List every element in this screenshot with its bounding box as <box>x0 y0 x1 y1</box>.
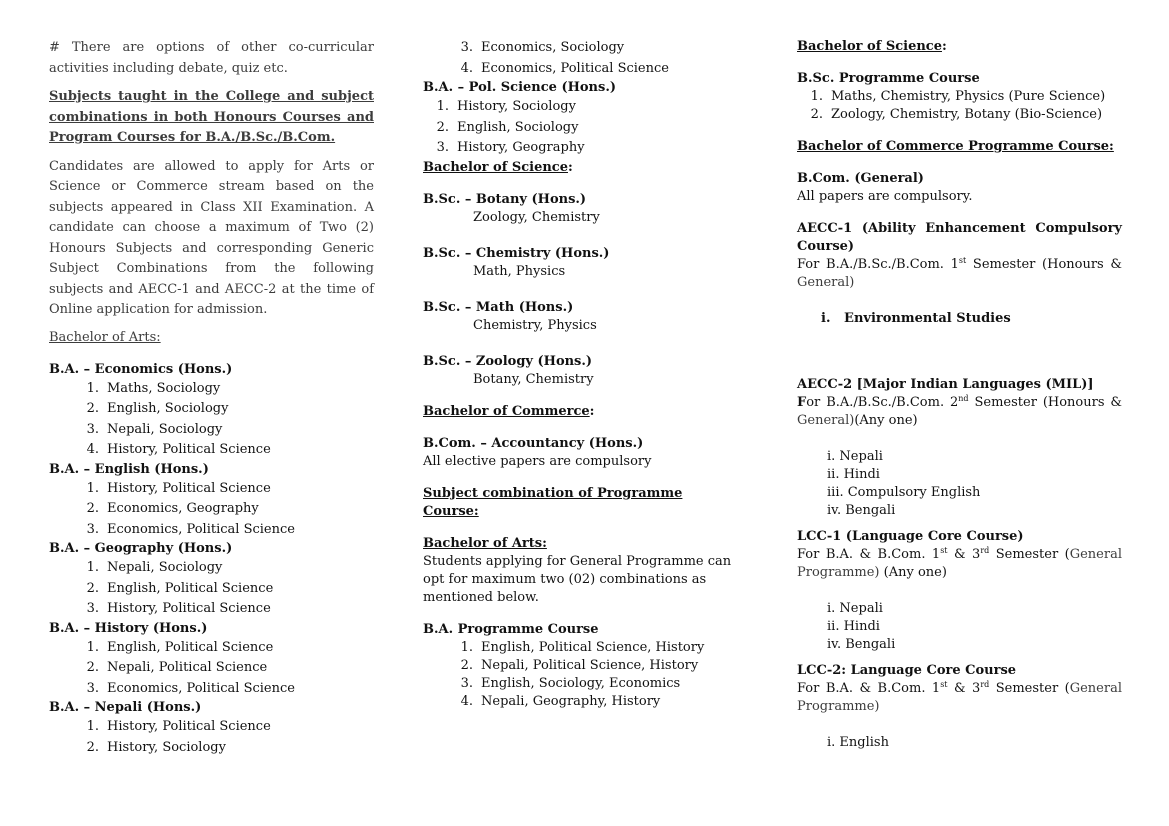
list-item-text: Nepali, Geography, History <box>481 693 661 709</box>
general-programme-paragraph: Students applying for General Programme can opt for maximum two (02) combinations as mentioned below. <box>423 553 732 605</box>
programme-bachelor-of-arts-heading: Bachelor of Arts: <box>423 535 547 551</box>
list-item-number: 3. <box>86 601 99 616</box>
list-item <box>799 88 1122 106</box>
list-item <box>449 639 733 657</box>
list-item-number: 2. <box>810 107 823 122</box>
bcom-general-title: B.Com. (General) <box>797 171 924 186</box>
list-item-number: 1. <box>810 89 823 104</box>
list-item <box>75 520 374 541</box>
list-item-text: English, Sociology, Economics <box>481 675 681 691</box>
language-item: iv. Bengali <box>827 503 896 518</box>
co-curricular-note: # There are options of other co-curricular activities including debate, quiz etc. <box>49 40 374 76</box>
list-item-text: Nepali, Political Science <box>107 660 268 675</box>
honours-course-title: B.A. – English (Hons.) <box>49 461 209 477</box>
list-item-number: 3. <box>436 140 449 155</box>
list-item-number: 4. <box>86 442 99 457</box>
list-item <box>75 638 374 659</box>
list-item-text: Economics, Political Science <box>107 521 295 537</box>
honours-course-list <box>49 361 374 759</box>
list-item-text: Nepali, Political Science, History <box>481 657 699 673</box>
list-item-number: 2. <box>436 119 449 135</box>
list-item-number: 1. <box>86 719 99 734</box>
language-item: i. Nepali <box>827 449 883 464</box>
list-item <box>425 138 733 159</box>
programme-combination-heading: Subject combination of Programme Course: <box>423 485 683 519</box>
botany-combination: Zoology, Chemistry <box>473 209 600 225</box>
aecc1-item-environmental-studies: i. Environmental Studies <box>821 311 1011 326</box>
list-item <box>449 38 733 59</box>
list-item <box>75 738 374 759</box>
lcc2-language-list <box>797 734 1122 752</box>
list-item-text: History, Political Science <box>107 719 271 734</box>
aecc2-description: For B.A./B.Sc./B.Com. 2nd Semester (Honours & General)(Any one) <box>797 394 1123 428</box>
list-item <box>425 118 733 139</box>
zoology-hons-title: B.Sc. – Zoology (Hons.) <box>423 353 593 369</box>
list-item-number: 2. <box>460 657 473 673</box>
honours-combination-list <box>49 379 374 461</box>
list-item-text: English, Political Science, History <box>481 639 705 655</box>
list-item-text: Economics, Sociology <box>481 40 625 55</box>
list-item-text: Nepali, Sociology <box>107 421 223 437</box>
list-item-text: History, Political Science <box>107 442 271 457</box>
accountancy-hons-title: B.Com. – Accountancy (Hons.) <box>423 435 644 451</box>
list-item-number: 2. <box>86 501 99 516</box>
list-item-text: English, Political Science <box>107 639 274 655</box>
honours-combination-list <box>49 638 374 700</box>
list-item-text: Zoology, Chemistry, Botany (Bio-Science) <box>831 107 1103 122</box>
math-combination: Chemistry, Physics <box>473 317 597 333</box>
list-item <box>449 657 733 675</box>
list-item <box>449 675 733 693</box>
honours-course-title: B.A. – Economics (Hons.) <box>49 361 233 377</box>
list-item <box>75 579 374 600</box>
list-item-number: 4. <box>460 60 473 76</box>
list-item <box>75 499 374 520</box>
honours-combination-list <box>49 479 374 541</box>
list-item-text: English, Sociology <box>457 119 579 135</box>
list-item-number: 3. <box>86 680 99 696</box>
math-hons-title: B.Sc. – Math (Hons.) <box>423 299 574 315</box>
list-item-text: Nepali, Sociology <box>107 560 223 575</box>
bachelor-of-commerce-heading: Bachelor of Commerce: <box>423 403 595 419</box>
list-item-text: Economics, Geography <box>107 501 259 516</box>
list-item-text: Economics, Political Science <box>107 680 295 696</box>
list-item-text: History, Sociology <box>457 99 576 114</box>
list-item-number: 2. <box>86 580 99 596</box>
list-item <box>799 106 1122 124</box>
subjects-heading: Subjects taught in the College and subject combinations in both Honours Courses and Program Courses for B.A./B.Sc./B.Com. <box>49 89 374 145</box>
list-item <box>449 693 733 711</box>
list-item-number: 3. <box>86 421 99 437</box>
bsc-programme-course-title: B.Sc. Programme Course <box>797 71 980 86</box>
bcom-general-note: All papers are compulsory. <box>797 189 973 204</box>
list-item-text: History, Political Science <box>107 601 271 616</box>
list-item-text: English, Sociology <box>107 401 229 416</box>
language-item: ii. Hindi <box>827 619 880 634</box>
list-item-number: 2. <box>86 401 99 416</box>
list-item <box>75 679 374 700</box>
list-item <box>75 440 374 461</box>
aecc1-description: For B.A./B.Sc./B.Com. 1st Semester (Honours & General) <box>797 256 1122 290</box>
accountancy-note: All elective papers are compulsory <box>423 453 652 469</box>
honours-combination-list <box>49 558 374 620</box>
candidates-paragraph: Candidates are allowed to apply for Arts or Science or Commerce stream based on the subjects appeared in Class XII Examination. A candidate can choose a maximum of Two (2) Honours Subjects and corresponding Generic Subject Combinations from the following subjects and AECC-1 and AECC-2 at the time of Online application for admission. <box>49 158 374 317</box>
language-item: i. English <box>827 735 889 750</box>
language-item: ii. Hindi <box>827 467 880 482</box>
honours-course-title: B.A. – Nepali (Hons.) <box>49 700 202 715</box>
list-item-number: 1. <box>436 99 449 114</box>
aecc2-title: AECC-2 [Major Indian Languages (MIL)] <box>797 377 1094 392</box>
list-item-text: Maths, Chemistry, Physics (Pure Science) <box>831 89 1106 104</box>
bsc-programme-combination-list <box>797 88 1122 124</box>
column-right <box>797 38 1122 752</box>
chemistry-hons-title: B.Sc. – Chemistry (Hons.) <box>423 245 610 261</box>
list-item-number: 1. <box>460 639 473 655</box>
list-item-text: Maths, Sociology <box>107 380 221 396</box>
list-item <box>75 420 374 441</box>
commerce-programme-heading: Bachelor of Commerce Programme Course: <box>797 139 1114 154</box>
ba-programme-combination-list <box>423 639 733 711</box>
list-item <box>75 379 374 400</box>
lcc2-description: For B.A. & B.Com. 1st & 3rd Semester (General Programme) <box>797 680 1122 714</box>
list-item-number: 2. <box>86 739 99 755</box>
list-item <box>75 717 374 738</box>
lcc2-title: LCC-2: Language Core Course <box>797 663 1017 678</box>
aecc1-title: AECC-1 (Ability Enhancement Compulsory Course) <box>797 221 1122 254</box>
bachelor-of-science-heading: Bachelor of Science: <box>423 159 573 175</box>
honours-course-title: B.A. – Geography (Hons.) <box>49 541 233 556</box>
economics-combination-list-continued <box>423 38 733 79</box>
list-item-number: 1. <box>86 380 99 396</box>
language-item: iii. Compulsory English <box>827 485 981 500</box>
list-item-number: 4. <box>460 693 473 709</box>
lcc1-description: For B.A. & B.Com. 1st & 3rd Semester (General Programme) (Any one) <box>797 546 1122 580</box>
list-item <box>75 558 374 579</box>
list-item <box>75 599 374 620</box>
bachelor-of-arts-heading: Bachelor of Arts: <box>49 329 161 345</box>
lcc1-language-list <box>797 600 1122 654</box>
column-left <box>49 38 374 758</box>
chemistry-combination: Math, Physics <box>473 263 566 279</box>
list-item-number: 3. <box>460 675 473 691</box>
lcc1-title: LCC-1 (Language Core Course) <box>797 529 1024 544</box>
language-item: i. Nepali <box>827 601 883 616</box>
list-item-number: 1. <box>86 560 99 575</box>
zoology-combination: Botany, Chemistry <box>473 371 594 387</box>
list-item <box>75 399 374 420</box>
list-item <box>75 658 374 679</box>
list-item-number: 3. <box>460 40 473 55</box>
list-item-text: History, Geography <box>457 140 585 155</box>
list-item <box>449 59 733 80</box>
honours-course-title: B.A. – History (Hons.) <box>49 620 208 636</box>
list-item-number: 1. <box>86 480 99 496</box>
programme-bachelor-of-science-heading: Bachelor of Science: <box>797 39 947 54</box>
list-item-text: English, Political Science <box>107 580 274 596</box>
language-item: iv. Bengali <box>827 637 896 652</box>
list-item-number: 2. <box>86 660 99 675</box>
pol-science-combination-list <box>423 97 733 159</box>
list-item-number: 1. <box>86 639 99 655</box>
list-item-text: History, Sociology <box>107 739 226 755</box>
honours-combination-list <box>49 717 374 758</box>
column-middle <box>423 38 733 711</box>
botany-hons-title: B.Sc. – Botany (Hons.) <box>423 191 587 207</box>
aecc2-language-list <box>797 448 1122 520</box>
list-item <box>75 479 374 500</box>
ba-programme-course-title: B.A. Programme Course <box>423 621 599 637</box>
list-item <box>425 97 733 118</box>
list-item-text: History, Political Science <box>107 480 271 496</box>
pol-science-hons-title: B.A. – Pol. Science (Hons.) <box>423 80 616 95</box>
list-item-text: Economics, Political Science <box>481 60 669 76</box>
list-item-number: 3. <box>86 521 99 537</box>
